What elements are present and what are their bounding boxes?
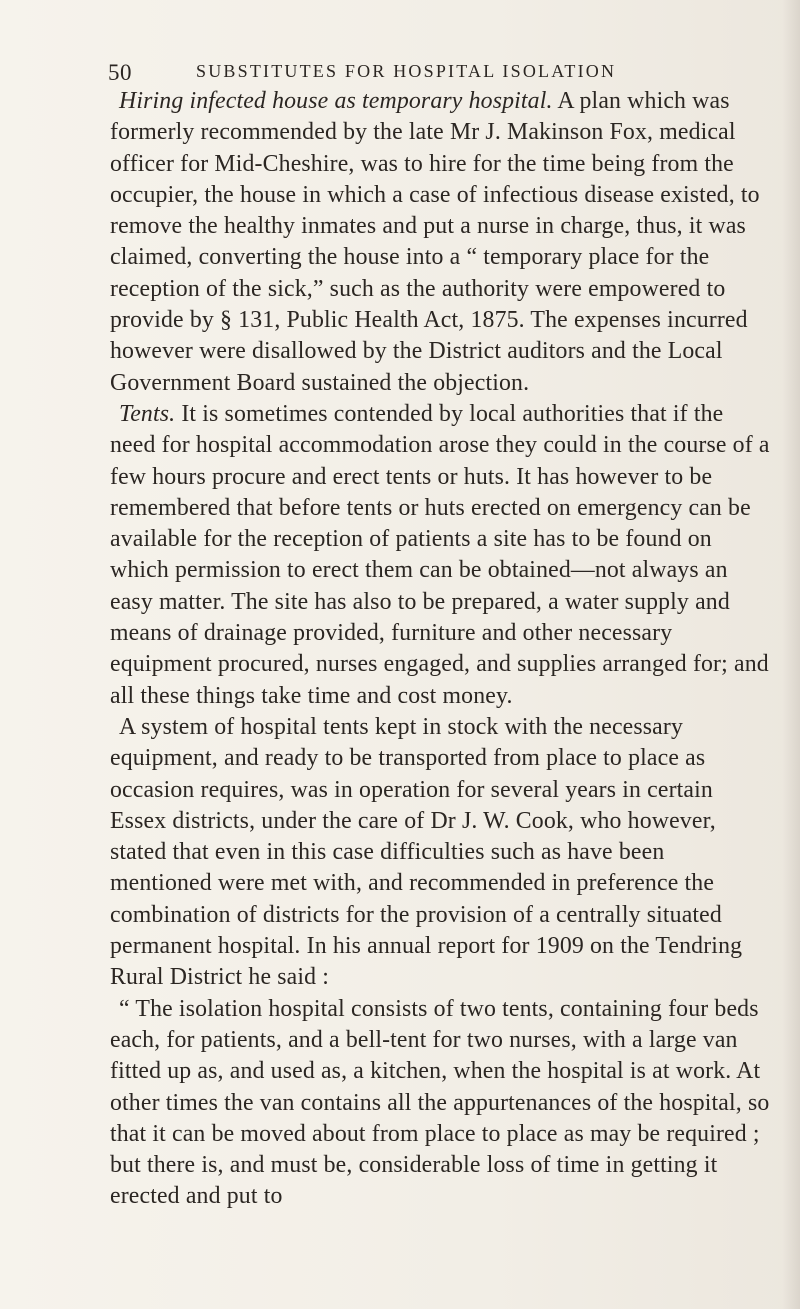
page-edge-shadow [782, 0, 800, 1309]
paragraph-text: A plan which was formerly recommended by the late Mr J. Makinson Fox, medical officer for Mid-Cheshire, was to hire for the time being from the occupier, the house in which a case of infectious disease existed, to remove the healthy inmates and put a nurse in charge, thus, it was claimed, converting the house into a “ temporary place for the reception of the sick,” such as the authority were empowered to provide by § 131, Public Health Act, 1875. The expenses incurred however were disallowed by the District auditors and the Local Government Board sustained the objection. [110, 88, 760, 396]
page-number: 50 [108, 60, 132, 85]
body-text [110, 86, 770, 1213]
paragraph-text: “ The isolation hospital consists of two tents, containing four beds each, for patients, and a bell-tent for two nurses, with a large van fitted up as, and used as, a kitchen, when the hospital is at work. At other times the van contains all the appurtenances of the hospital, so that it can be moved about from place to place as may be required ; but there is, and must be, considerable loss of time in getting it erected and put to [110, 995, 770, 1210]
running-title: SUBSTITUTES FOR HOSPITAL ISOLATION [196, 61, 617, 81]
paragraph-essex-system [110, 712, 770, 994]
paragraph-heading: Tents. [119, 400, 176, 427]
paragraph-quotation [110, 994, 770, 1213]
paragraph-text: A system of hospital tents kept in stock with the necessary equipment, and ready to be transported from place to place as occasion requires, was in operation for several years in certain Essex districts, under the care of Dr J. W. Cook, who however, stated that even in this case difficulties such as have been mentioned were met with, and recommended in preference the combination of districts for the provision of a centrally situated permanent hospital. In his annual report for 1909 on the Tendring Rural District he said : [110, 713, 743, 991]
paragraph-text: It is sometimes contended by local authorities that if the need for hospital accommodation arose they could in the course of a few hours procure and erect tents or huts. It has however to be remembered that before tents or huts erected on emergency can be available for the reception of patients a site has to be found on which permission to erect them can be obtained—not always an easy matter. The site has also to be prepared, a water supply and means of drainage provided, furniture and other necessary equipment procured, nurses engaged, and supplies arranged for; and all these things take time and cost money. [110, 400, 770, 709]
paragraph-hiring-infected-house [110, 86, 770, 399]
paragraph-tents [110, 399, 770, 712]
paragraph-heading: Hiring infected house as temporary hospital. [119, 88, 553, 114]
